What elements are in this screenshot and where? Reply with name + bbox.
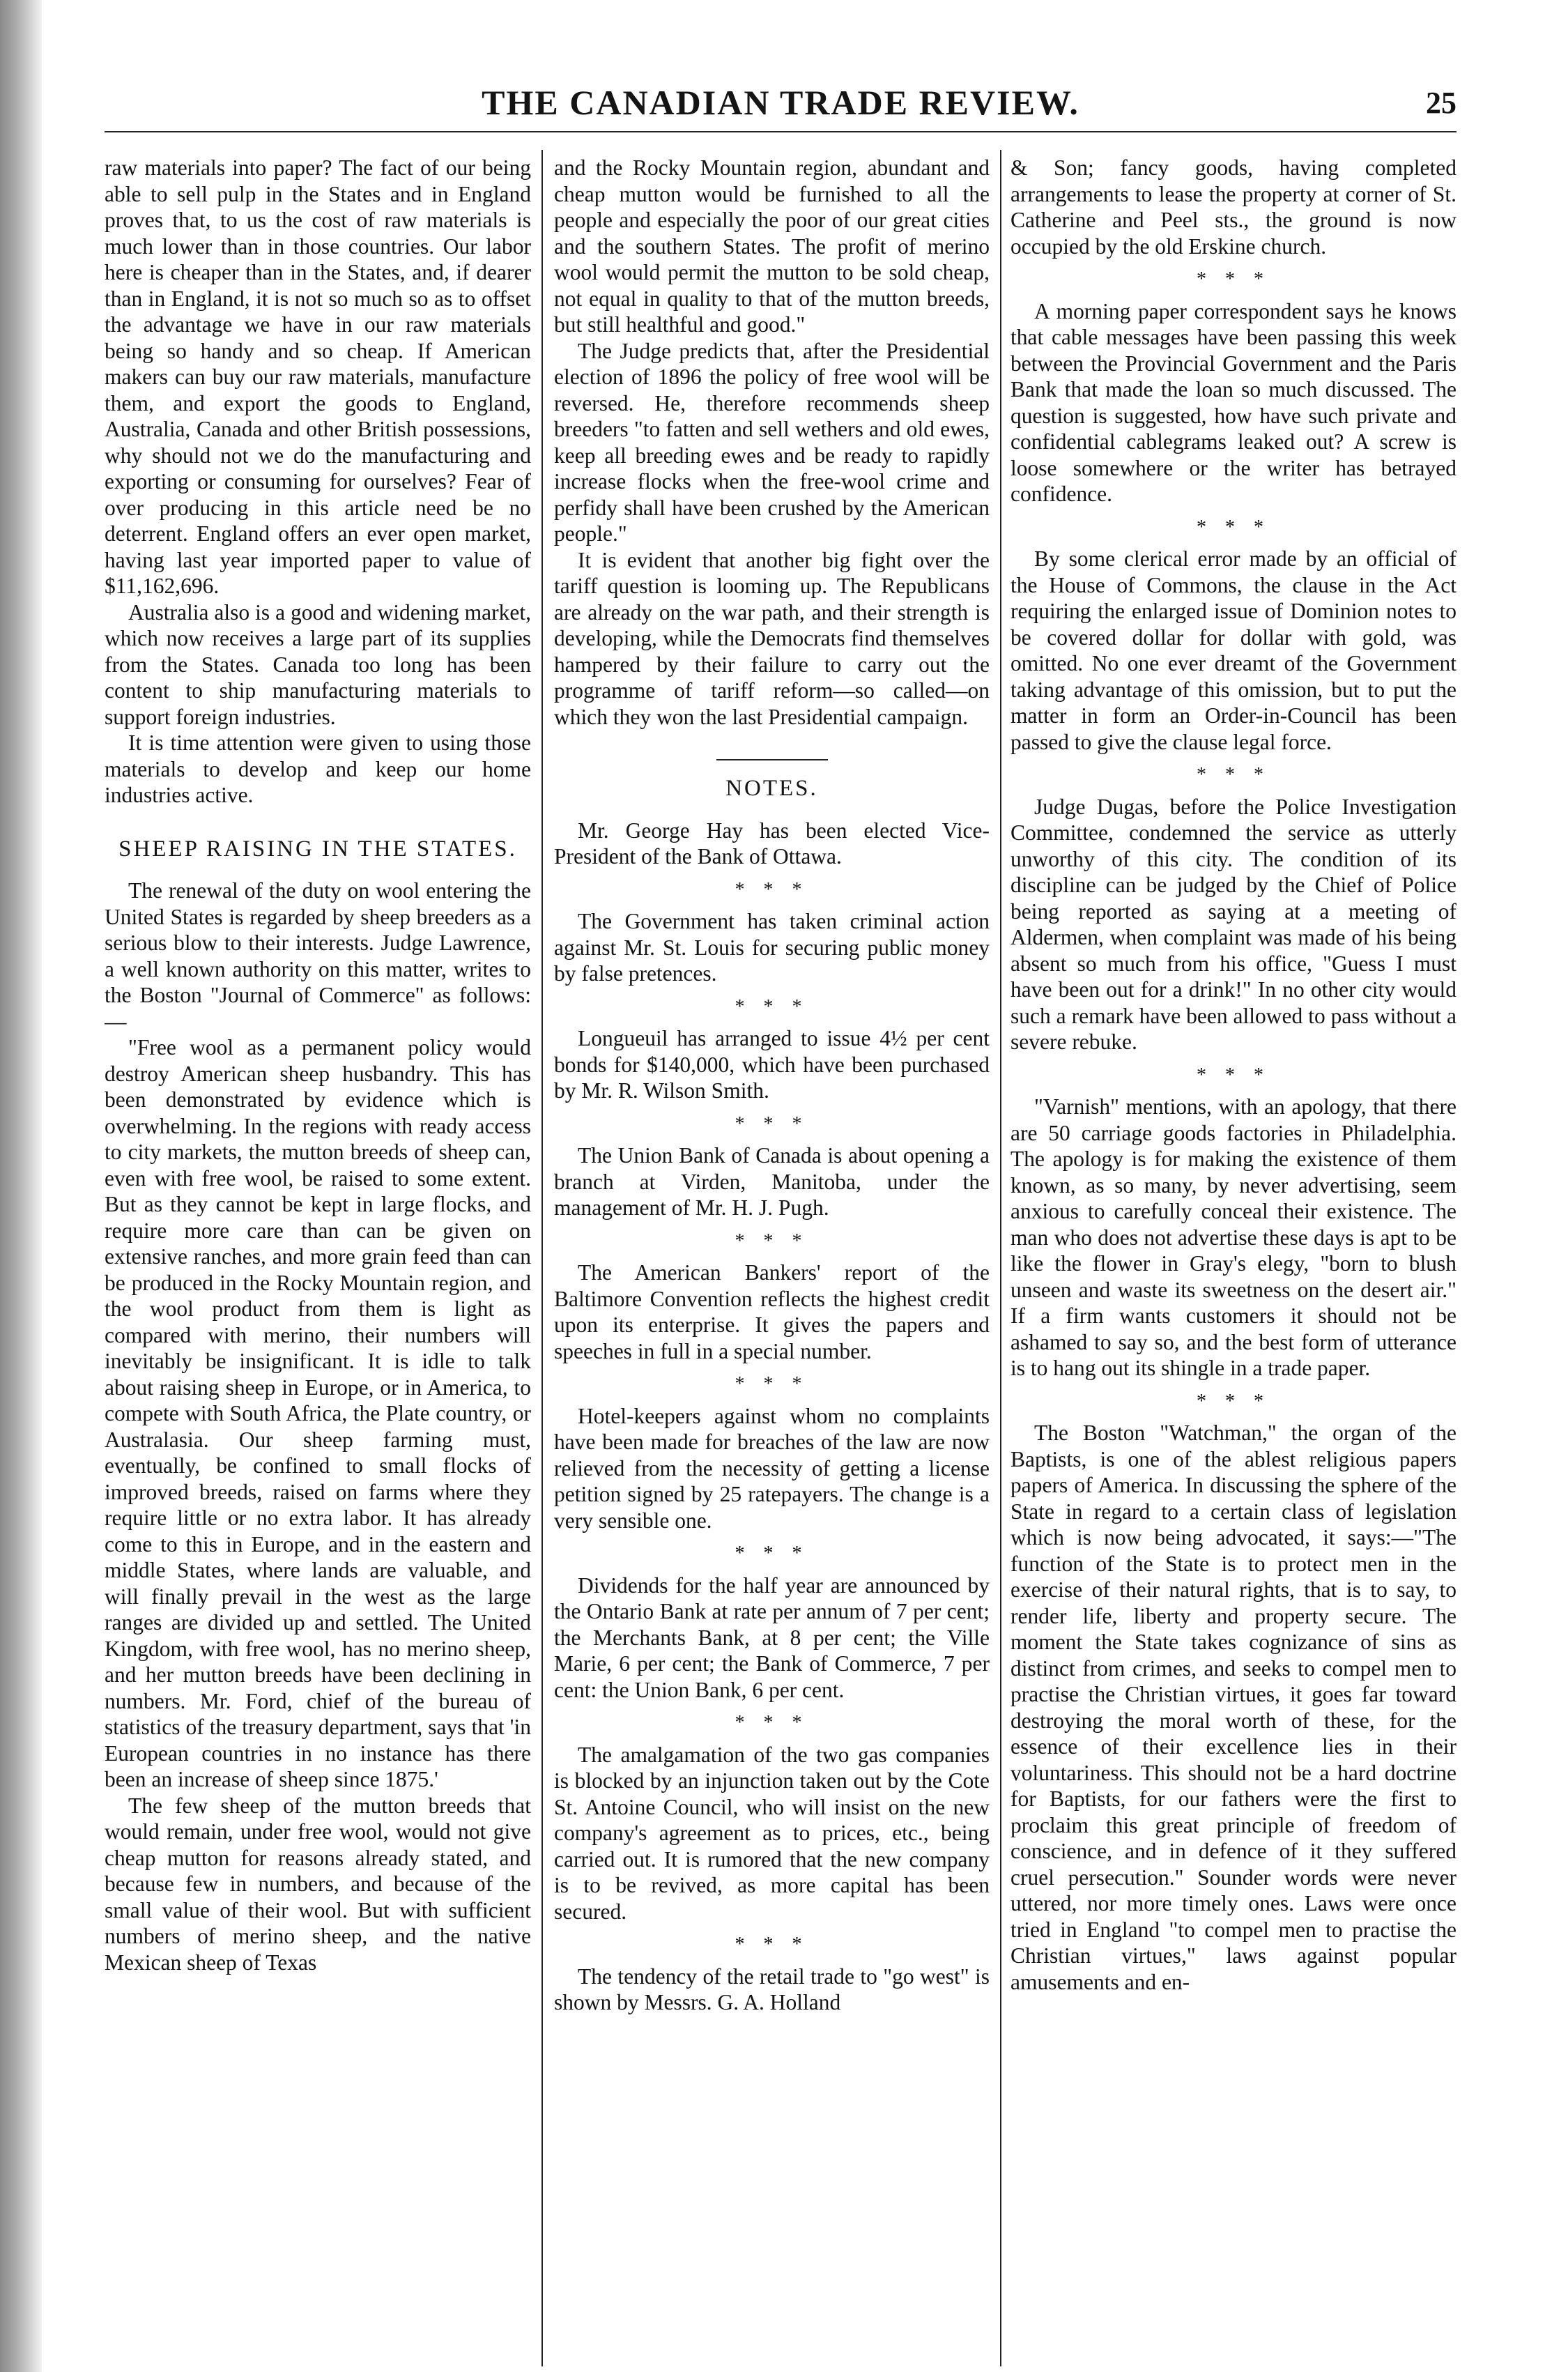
column-1 bbox=[105, 155, 531, 2364]
asterism-separator: * * * bbox=[1197, 764, 1270, 786]
asterism-separator: * * * bbox=[735, 1712, 809, 1734]
note-item: The American Bankers' report of the Baltimore Convention reflects the highest credit upon its enterprise. It gives the papers and speeches in full in a special number. bbox=[554, 1260, 990, 1363]
asterism-separator: * * * bbox=[735, 1112, 809, 1135]
note-item: Judge Dugas, before the Police Investigation Committee, condemned the service as utterly unworthy of this city. The condition of its discipline can be judged by the Chief of Police being reported as saying at a meeting of Aldermen, when complaint was made of his being absent so much from his office, "Guess I must have been out for a drink!" In no other city would such a remark have been allowed to pass without a severe rebuke. bbox=[1010, 794, 1456, 1054]
paragraph: The few sheep of the mutton breeds that would remain, under free wool, would not give cheap mutton for reasons already stated, and because few in numbers, and because of the small value of their wool. But with sufficient numbers of merino sheep, and the native Mexican sheep of Texas bbox=[105, 1793, 531, 1975]
note-item: A morning paper correspondent says he knows that cable messages have been passing this week between the Provincial Government and the Paris Bank that made the loan so much discussed. The question is suggested, how have such private and confidential cablegrams leaked out? A screw is loose somewhere or the writer has betrayed confidence. bbox=[1010, 298, 1456, 506]
asterism-separator: * * * bbox=[1197, 1064, 1270, 1086]
notes-heading: NOTES. bbox=[725, 776, 818, 801]
paragraph: The renewal of the duty on wool entering the United States is regarded by sheep breeders as a serious blow to their interests. Judge Lawrence, a well known authority on this matter, writes to the Boston "Journal of Commerce" as follows:— bbox=[105, 878, 531, 1034]
note-item: Dividends for the half year are announced by the Ontario Bank at rate per annum of 7 per cent; the Merchants Bank, at 8 per cent; the Ville Marie, 6 per cent; the Bank of Commerce, 7 per cent: the Union Bank, 6 per cent. bbox=[554, 1573, 990, 1702]
asterism-separator: * * * bbox=[735, 878, 809, 901]
asterism-separator: * * * bbox=[735, 1230, 809, 1252]
note-item: The Government has taken criminal action against Mr. St. Louis for securing public money by false pretences. bbox=[554, 909, 990, 986]
paragraph: It is time attention were given to using those materials to develop and keep our home industries active. bbox=[105, 730, 531, 807]
column-2 bbox=[554, 155, 990, 2364]
asterism-separator: * * * bbox=[735, 1373, 809, 1395]
asterism-separator: * * * bbox=[1197, 268, 1270, 290]
paragraph: Australia also is a good and widening market, which now receives a large part of its supplies from the States. Canada too long has been content to ship manufacturing materials to support foreign industries. bbox=[105, 599, 531, 729]
paragraph: The Judge predicts that, after the Presidential election of 1896 the policy of free wool will be reversed. He, therefore recommends sheep breeders "to fatten and sell wethers and old ewes, keep all breeding ewes and be ready to rapidly increase flocks when the free-wool crime and perfidy shall have been crushed by the American people." bbox=[554, 338, 990, 546]
asterism-separator: * * * bbox=[735, 995, 809, 1018]
publication-title: THE CANADIAN TRADE REVIEW. bbox=[482, 83, 1079, 122]
column-rule-2 bbox=[1000, 150, 1001, 2366]
section-divider bbox=[716, 759, 828, 760]
page-binding-shadow bbox=[0, 0, 42, 2372]
note-item: "Varnish" mentions, with an apology, that there are 50 carriage goods factories in Philadelphia. The apology is for making the existence of them known, as so many, by never advertising, seem anxious to carefully conceal their existence. The man who does not advertise these days is apt to be like the flower in Gray's elegy, "born to blush unseen and waste its sweetness on the desert air." If a firm wants customers it should not be ashamed to say so, and the best form of utterance is to hang out its shingle in a trade paper. bbox=[1010, 1094, 1456, 1380]
note-item: The tendency of the retail trade to "go west" is shown by Messrs. G. A. Holland bbox=[554, 1964, 990, 2014]
note-item: Longueuil has arranged to issue 4½ per cent bonds for $140,000, which have been purchased by Mr. R. Wilson Smith. bbox=[554, 1026, 990, 1103]
note-item: By some clerical error made by an official of the House of Commons, the clause in the Act requiring the enlarged issue of Dominion notes to be covered dollar for dollar with gold, was omitted. No one ever dreamt of the Government taking advantage of this omission, but to put the matter in form an Order-in-Council has been passed to give the clause legal force. bbox=[1010, 546, 1456, 754]
asterism-separator: * * * bbox=[1197, 1390, 1270, 1412]
note-item: The Union Bank of Canada is about opening a branch at Virden, Manitoba, under the management of Mr. H. J. Pugh. bbox=[554, 1143, 990, 1220]
paragraph: raw materials into paper? The fact of our being able to sell pulp in the States and in England proves that, to us the cost of raw materials is much lower than in those countries. Our labor here is cheaper than in the States, and, if dearer than in England, it is not so much so as to offset the advantage we have in our raw materials being so handy and so cheap. If American makers can buy our raw materials, manufacture them, and export the goods to England, Australia, Canada and other British possessions, why should not we do the manufacturing and exporting or consuming for ourselves? Fear of over producing in this article need be no deterrent. England offers an ever open market, having last year imported paper to value of $11,162,696. bbox=[105, 155, 531, 598]
column-rule-1 bbox=[541, 150, 543, 2366]
page-header bbox=[105, 82, 1456, 132]
quoted-paragraph: "Free wool as a permanent policy would destroy American sheep husbandry. This has been demonstrated by evidence which is overwhelming. In the regions with ready access to city markets, the mutton breeds of sheep can, even with free wool, be raised to some extent. But as they cannot be kept in large flocks, and require more care than can be given on extensive ranches, and more grain feed than can be produced in the Rocky Mountain region, and the wool product from them is light as compared with merino, their numbers will inevitably be insignificant. It is idle to talk about raising sheep in Europe, or in America, to compete with South Africa, the Plate country, or Australasia. Our sheep farming must, eventually, be confined to small flocks of improved breeds, raised on farms where they require little or no extra labor. It has already come to this in Europe, and in the eastern and middle States, where lands are valuable, and will finally prevail in the west as the large ranges are divided up and settled. The United Kingdom, with free wool, has no merino sheep, and her mutton breeds have been declining in numbers. Mr. Ford, chief of the bureau of statistics of the treasury department, says that 'in European countries in no instance has there been an increase of sheep since 1875.' bbox=[105, 1035, 531, 1791]
asterism-separator: * * * bbox=[735, 1934, 809, 1955]
page-number: 25 bbox=[1426, 86, 1456, 120]
paragraph: and the Rocky Mountain region, abundant and cheap mutton would be furnished to all the people and especially the poor of our great cities and the southern States. The profit of merino wool would permit the mutton to be sold cheap, not equal in quality to that of the mutton breeds, but still healthful and good." bbox=[554, 155, 990, 337]
asterism-separator: * * * bbox=[1197, 516, 1270, 538]
article-heading: SHEEP RAISING IN THE STATES. bbox=[118, 836, 517, 862]
note-item: Mr. George Hay has been elected Vice-President of the Bank of Ottawa. bbox=[554, 818, 990, 869]
note-item: & Son; fancy goods, having completed arrangements to lease the property at corner of St. Catherine and Peel sts., the ground is now occupied by the old Erskine church. bbox=[1010, 155, 1456, 259]
paragraph: It is evident that another big fight over the tariff question is looming up. The Republicans are already on the war path, and their strength is developing, while the Democrats find themselves hampered by their failure to carry out the programme of tariff reform—so called—on which they won the last Presidential campaign. bbox=[554, 547, 990, 729]
note-item: The Boston "Watchman," the organ of the Baptists, is one of the ablest religious papers papers of America. In discussing the sphere of the State in regard to a certain class of legislation which is now being advocated, it says:—"The function of the State is to protect men in the exercise of their natural rights, that is to say, to render life, liberty and property secure. The moment the State takes cognizance of sins as distinct from crimes, and seeks to compel men to practise the Christian virtues, it goes far toward destroying the moral worth of these, for the essence of their excellence lies in their voluntariness. This should not be a hard doctrine for Baptists, for our fathers were the first to proclaim this great principle of freedom of conscience, and in defence of it they suffered cruel persecution." Sounder words were never uttered, nor more timely ones. Laws were once tried in England "to compel men to practise the Christian virtues," laws against popular amusements and en- bbox=[1010, 1421, 1456, 1994]
asterism-separator: * * * bbox=[735, 1543, 809, 1564]
column-3 bbox=[1010, 155, 1456, 2364]
note-item: Hotel-keepers against whom no complaints have been made for breaches of the law are now relieved from the necessity of getting a license petition signed by 25 ratepayers. The change is a very sensible one. bbox=[554, 1403, 990, 1533]
note-item: The amalgamation of the two gas companies is blocked by an injunction taken out by the Cote St. Antoine Council, who will insist on the new company's agreement as to prices, etc., being carried out. It is rumored that the new company is to be revived, as more capital has been secured. bbox=[554, 1742, 990, 1924]
